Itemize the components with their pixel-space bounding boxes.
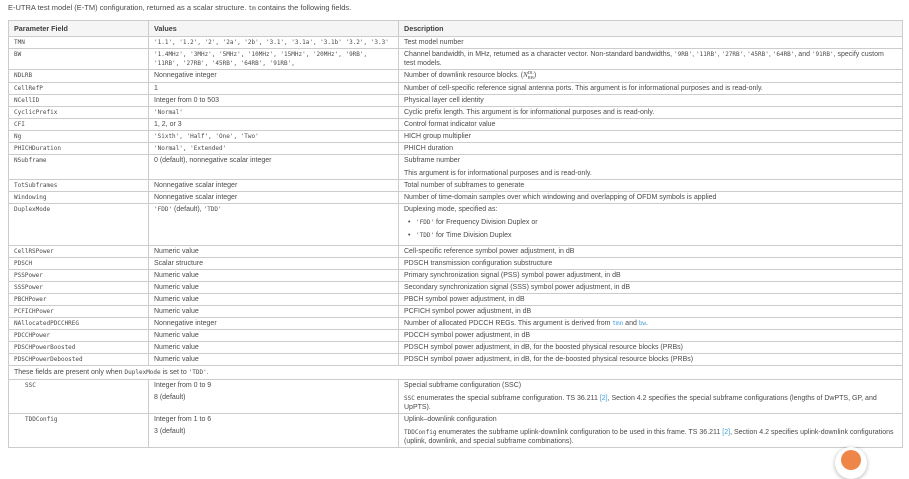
- code-span: '1.4MHz', '3MHz', '5MHz', '10MHz', '15MHz', '20MHz', '9RB', '11RB', '27RB', '45RB', '64RB', '91RB',: [154, 51, 368, 67]
- desc-cell: [399, 293, 903, 305]
- param-name: SSC: [25, 381, 36, 389]
- text-span: Numeric value: [154, 355, 199, 363]
- text-span: Channel bandwidth, in MHz, returned as a character vector. Non-standard bandwidths,: [404, 51, 675, 58]
- text-span: , Section 4.2 specifies the special subframe configurations (lengths of DwPTS, GP, and UpPTS).: [404, 394, 877, 411]
- values-cell: [149, 118, 399, 130]
- param-name: CellRefP: [14, 84, 43, 92]
- text-span: , specify custom test models.: [404, 51, 884, 67]
- param-cell: [9, 269, 149, 281]
- values-cell: [149, 269, 399, 281]
- values-cell: [149, 305, 399, 317]
- value-line: [154, 415, 393, 424]
- desc-cell: [399, 203, 903, 245]
- values-cell: [149, 353, 399, 365]
- param-name: SSSPower: [14, 283, 43, 291]
- text-span: PCFICH symbol power adjustment, in dB: [404, 307, 532, 315]
- param-name: NSubframe: [14, 156, 47, 164]
- param-cell: [9, 106, 149, 118]
- text-span: Nonnegative scalar integer: [154, 181, 238, 189]
- table-row: [9, 130, 903, 142]
- desc-cell: [399, 106, 903, 118]
- section-divider-row: [9, 365, 903, 379]
- desc-paragraph: [404, 38, 897, 47]
- code-span: 'Normal', 'Extended': [154, 144, 227, 152]
- code-span: 'TDD': [188, 368, 207, 376]
- desc-cell: [399, 70, 903, 83]
- desc-paragraph: [404, 169, 897, 178]
- param-cell: [9, 379, 149, 413]
- table-row: [9, 305, 903, 317]
- desc-cell: [399, 82, 903, 94]
- doc-link[interactable]: bw: [638, 319, 647, 327]
- table-row: [9, 154, 903, 179]
- param-name: TotSubframes: [14, 181, 58, 189]
- text-span: Integer from 0 to 9: [154, 381, 212, 389]
- desc-paragraph: [404, 331, 897, 340]
- param-name: PHICHDuration: [14, 144, 61, 152]
- values-cell: [149, 37, 399, 49]
- param-cell: [9, 130, 149, 142]
- code-span: 'TDD': [203, 205, 222, 213]
- desc-paragraph: [404, 144, 897, 153]
- desc-paragraph: [404, 415, 897, 424]
- table-row: [9, 142, 903, 154]
- table-row: [9, 341, 903, 353]
- text-span: PBCH symbol power adjustment, in dB: [404, 295, 525, 303]
- table-row: [9, 82, 903, 94]
- section-divider-text: [9, 365, 903, 379]
- table-header-row: [9, 21, 903, 37]
- doc-link[interactable]: [2]: [599, 394, 608, 402]
- values-cell: [149, 203, 399, 245]
- param-name: NDLRB: [14, 72, 33, 79]
- table-row: [9, 106, 903, 118]
- desc-paragraph: [404, 205, 897, 214]
- text-span: for Time Division Duplex: [434, 231, 512, 239]
- desc-paragraph: [404, 132, 897, 141]
- value-line: [154, 393, 393, 402]
- text-span: (default),: [172, 205, 204, 213]
- param-cell: [9, 353, 149, 365]
- code-span: DuplexMode: [124, 368, 161, 376]
- text-span: .: [646, 319, 648, 327]
- desc-cell: [399, 245, 903, 257]
- param-cell: [9, 49, 149, 70]
- code-span: '27RB': [721, 51, 744, 58]
- text-span: and: [623, 319, 639, 327]
- value-line: [154, 259, 393, 268]
- param-name: CyclicPrefix: [14, 108, 58, 116]
- text-span: 1, 2, or 3: [154, 120, 182, 128]
- desc-paragraph: [404, 50, 897, 68]
- value-line: [154, 343, 393, 352]
- fab-orange-circle-icon: [841, 450, 861, 470]
- values-cell: [149, 70, 399, 83]
- text-span: Numeric value: [154, 295, 199, 303]
- text-span: Subframe number: [404, 156, 461, 164]
- desc-cell: [399, 379, 903, 413]
- text-span: Total number of subframes to generate: [404, 181, 525, 189]
- param-name: TDDConfig: [25, 415, 58, 423]
- desc-cell: [399, 37, 903, 49]
- text-span: Primary synchronization signal (PSS) symbol power adjustment, in dB: [404, 271, 621, 279]
- value-line: [154, 84, 393, 93]
- param-name: BW: [14, 51, 22, 58]
- text-span: PDSCH symbol power adjustment, in dB, for the boosted physical resource blocks (PRBs): [404, 343, 683, 351]
- values-cell: [149, 142, 399, 154]
- param-name: CellRSPower: [14, 247, 54, 255]
- table-row: [9, 191, 903, 203]
- text-span: enumerates the subframe uplink-downlink configuration to be used in this frame. TS 36.211: [436, 428, 723, 436]
- desc-cell: [399, 281, 903, 293]
- text-span: This argument is for informational purposes and is read-only.: [404, 169, 592, 177]
- param-name: Ng: [14, 132, 22, 140]
- param-cell: [9, 37, 149, 49]
- values-cell: [149, 94, 399, 106]
- text-span: , and: [794, 51, 812, 58]
- param-cell: [9, 257, 149, 269]
- text-span: Number of downlink resource blocks. (: [404, 72, 524, 79]
- table-row: [9, 353, 903, 365]
- param-cell: [9, 179, 149, 191]
- param-name: DuplexMode: [14, 205, 51, 213]
- desc-paragraph: [404, 96, 897, 105]
- value-line: [154, 307, 393, 316]
- text-span: Numeric value: [154, 343, 199, 351]
- col-header-values: Values: [149, 21, 399, 37]
- desc-cell: [399, 94, 903, 106]
- values-cell: [149, 281, 399, 293]
- param-cell: [9, 142, 149, 154]
- text-span: .: [206, 368, 209, 376]
- bullet-icon: •: [408, 218, 411, 226]
- table-row: [9, 257, 903, 269]
- param-cell: [9, 317, 149, 329]
- code-span: 'Normal': [154, 108, 183, 116]
- desc-paragraph: [404, 355, 897, 364]
- desc-cell: [399, 353, 903, 365]
- text-span: Nonnegative integer: [154, 319, 217, 327]
- value-line: [154, 50, 393, 68]
- table-row: [9, 269, 903, 281]
- text-span: 0 (default), nonnegative scalar integer: [154, 156, 272, 164]
- fields-table: [8, 20, 903, 448]
- math-notation: N DL RB: [523, 70, 534, 80]
- param-cell: [9, 82, 149, 94]
- text-span: ,: [717, 51, 722, 58]
- param-name: PBCHPower: [14, 295, 47, 303]
- desc-cell: [399, 257, 903, 269]
- code-span: '64RB': [772, 51, 795, 58]
- desc-cell: [399, 329, 903, 341]
- desc-paragraph: [404, 381, 897, 390]
- col-header-description: Description: [399, 21, 903, 37]
- param-cell: [9, 203, 149, 245]
- code-span: '1.1', '1.2', '2', '2a', '2b', '3.1', '3.1a', '3.1b' '3.2', '3.3': [154, 39, 389, 46]
- code-span: '45RB': [747, 51, 769, 58]
- desc-paragraph: [404, 394, 897, 412]
- table-row: [9, 118, 903, 130]
- values-cell: [149, 293, 399, 305]
- value-line: [154, 181, 393, 190]
- table-row: [9, 49, 903, 70]
- value-line: [154, 144, 393, 153]
- param-name: NAllocatedPDCCHREG: [14, 319, 80, 327]
- param-cell: [9, 191, 149, 203]
- value-line: [154, 247, 393, 256]
- code-span: 'FDD': [154, 205, 173, 213]
- desc-paragraph: [404, 295, 897, 304]
- code-span: TDDConfig: [404, 428, 437, 436]
- code-span: 'TDD': [416, 231, 435, 239]
- text-span: Numeric value: [154, 247, 199, 255]
- text-span: , Section 4.2 specifies uplink-downlink configurations (uplink, downlink, and special subframe combinations).: [404, 428, 894, 445]
- values-cell: [149, 413, 399, 447]
- text-span: Test model number: [404, 39, 464, 46]
- text-span: Cyclic prefix length. This argument is for informational purposes and is read-only.: [404, 108, 655, 116]
- text-span: contains the following fields.: [255, 3, 352, 12]
- value-line: [154, 355, 393, 364]
- param-cell: [9, 245, 149, 257]
- value-line: [154, 331, 393, 340]
- col-header-parameter-field: Parameter Field: [9, 21, 149, 37]
- code-span: '91RB': [811, 51, 834, 58]
- desc-cell: [399, 341, 903, 353]
- value-line: [154, 132, 393, 141]
- text-span: for Frequency Division Duplex or: [434, 218, 538, 226]
- text-span: Number of time-domain samples over which windowing and overlapping of OFDM symbols is applied: [404, 193, 717, 201]
- desc-paragraph: [404, 71, 897, 81]
- param-cell: [9, 305, 149, 317]
- text-span: E-UTRA test model (E-TM) configuration, returned as a scalar structure.: [8, 3, 249, 12]
- text-span: Physical layer cell identity: [404, 96, 484, 104]
- text-span: 1: [154, 84, 158, 92]
- param-name: PCFICHPower: [14, 307, 54, 315]
- values-cell: [149, 49, 399, 70]
- desc-paragraph: [404, 84, 897, 93]
- param-cell: [9, 154, 149, 179]
- param-cell: [9, 413, 149, 447]
- text-span: Nonnegative integer: [154, 72, 217, 79]
- desc-paragraph: [404, 193, 897, 202]
- doc-link[interactable]: tmn: [612, 319, 624, 327]
- value-line: [154, 283, 393, 292]
- value-line: [154, 193, 393, 202]
- desc-paragraph: [404, 120, 897, 129]
- desc-cell: [399, 49, 903, 70]
- desc-cell: [399, 118, 903, 130]
- value-line: [154, 156, 393, 165]
- values-cell: [149, 379, 399, 413]
- param-name: CFI: [14, 120, 25, 128]
- value-line: [154, 319, 393, 328]
- value-line: [154, 96, 393, 105]
- table-row: [9, 94, 903, 106]
- text-span: Duplexing mode, specified as:: [404, 205, 498, 213]
- value-line: [154, 295, 393, 304]
- desc-paragraph: [404, 343, 897, 352]
- text-span: HICH group multiplier: [404, 132, 471, 140]
- param-cell: [9, 341, 149, 353]
- value-line: [154, 108, 393, 117]
- param-name: NCellID: [14, 96, 40, 104]
- doc-page: [0, 3, 909, 448]
- desc-paragraph: [404, 156, 897, 165]
- text-span: is set to: [160, 368, 189, 376]
- text-span: Cell-specific reference symbol power adjustment, in dB: [404, 247, 575, 255]
- desc-paragraph: [404, 181, 897, 190]
- desc-paragraph: [404, 259, 897, 268]
- text-span: Number of allocated PDCCH REGs. This argument is derived from: [404, 319, 613, 327]
- value-line: [154, 427, 393, 436]
- values-cell: [149, 154, 399, 179]
- text-span: Nonnegative scalar integer: [154, 193, 238, 201]
- bullet-icon: •: [408, 231, 411, 239]
- text-span: Uplink–downlink configuration: [404, 415, 497, 423]
- desc-cell: [399, 191, 903, 203]
- param-name: PDSCHPowerDeboosted: [14, 355, 83, 363]
- param-cell: [9, 94, 149, 106]
- table-row: [9, 293, 903, 305]
- text-span: PDCCH symbol power adjustment, in dB: [404, 331, 531, 339]
- code-span: '9RB': [674, 51, 693, 58]
- values-cell: [149, 106, 399, 118]
- intro-text: [8, 3, 909, 14]
- code-span: '11RB': [696, 51, 718, 58]
- value-line: [154, 38, 393, 47]
- text-span: ): [533, 72, 537, 79]
- value-line: [154, 381, 393, 390]
- desc-cell: [399, 179, 903, 191]
- param-name: PDSCHPowerBoosted: [14, 343, 76, 351]
- value-line: [154, 71, 393, 80]
- values-cell: [149, 317, 399, 329]
- values-cell: [149, 130, 399, 142]
- values-cell: [149, 82, 399, 94]
- desc-paragraph: [404, 428, 897, 446]
- code-span: tm: [248, 5, 256, 12]
- param-cell: [9, 329, 149, 341]
- text-span: Number of cell-specific reference signal antenna ports. This argument is for informational purposes and is read-only.: [404, 84, 763, 92]
- desc-cell: [399, 130, 903, 142]
- param-name: Windowing: [14, 193, 47, 201]
- param-cell: [9, 281, 149, 293]
- table-row: [9, 329, 903, 341]
- values-cell: [149, 179, 399, 191]
- text-span: ,: [692, 51, 696, 58]
- desc-cell: [399, 413, 903, 447]
- table-row: [9, 179, 903, 191]
- desc-cell: [399, 154, 903, 179]
- desc-paragraph: [404, 283, 897, 292]
- desc-cell: [399, 317, 903, 329]
- doc-link[interactable]: [2]: [722, 428, 731, 436]
- table-row: [9, 317, 903, 329]
- table-row: [9, 70, 903, 83]
- table-row: [9, 413, 903, 447]
- value-line: [154, 205, 393, 214]
- desc-paragraph: [404, 108, 897, 117]
- text-span: Integer from 0 to 503: [154, 96, 219, 104]
- param-name: PDSCH: [14, 259, 33, 267]
- values-cell: [149, 329, 399, 341]
- desc-paragraph: [404, 247, 897, 256]
- param-name: PSSPower: [14, 271, 43, 279]
- desc-paragraph: [404, 271, 897, 280]
- desc-cell: [399, 142, 903, 154]
- values-cell: [149, 257, 399, 269]
- text-span: ,: [768, 51, 773, 58]
- text-span: Secondary synchronization signal (SSS) symbol power adjustment, in dB: [404, 283, 631, 291]
- bullet-text: [416, 218, 538, 227]
- table-row: [9, 37, 903, 49]
- table-row: [9, 245, 903, 257]
- code-span: 'Sixth', 'Half', 'One', 'Two': [154, 132, 259, 140]
- text-span: ,: [743, 51, 748, 58]
- values-cell: [149, 191, 399, 203]
- table-row: [9, 379, 903, 413]
- text-span: enumerates the special subframe configuration. TS 36.211: [414, 394, 600, 402]
- text-span: 8 (default): [154, 393, 186, 401]
- text-span: Numeric value: [154, 331, 199, 339]
- param-name: TMN: [14, 39, 25, 46]
- param-cell: [9, 70, 149, 83]
- text-span: PHICH duration: [404, 144, 454, 152]
- table-row: [9, 203, 903, 245]
- desc-paragraph: [404, 307, 897, 316]
- text-span: Scalar structure: [154, 259, 204, 267]
- desc-cell: [399, 305, 903, 317]
- code-span: 'FDD': [416, 218, 435, 226]
- values-cell: [149, 245, 399, 257]
- text-span: Numeric value: [154, 271, 199, 279]
- param-cell: [9, 293, 149, 305]
- value-line: [154, 271, 393, 280]
- desc-bullet: [404, 231, 897, 240]
- bullet-text: [416, 231, 511, 240]
- text-span: Numeric value: [154, 283, 199, 291]
- text-span: Special subframe configuration (SSC): [404, 381, 522, 389]
- text-span: PDSCH symbol power adjustment, in dB, for the de-boosted physical resource blocks (PRBs): [404, 355, 694, 363]
- param-cell: [9, 118, 149, 130]
- desc-paragraph: [404, 319, 897, 328]
- param-name: PDCCHPower: [14, 331, 51, 339]
- table-row: [9, 281, 903, 293]
- text-span: Numeric value: [154, 307, 199, 315]
- text-span: Integer from 1 to 6: [154, 415, 212, 423]
- value-line: [154, 120, 393, 129]
- desc-bullet: [404, 218, 897, 227]
- floating-action-button[interactable]: [835, 447, 867, 479]
- desc-cell: [399, 269, 903, 281]
- text-span: Control format indicator value: [404, 120, 496, 128]
- text-span: These fields are present only when: [14, 368, 125, 376]
- text-span: 3 (default): [154, 427, 186, 435]
- code-span: SSC: [404, 394, 415, 402]
- text-span: PDSCH transmission configuration substructure: [404, 259, 553, 267]
- values-cell: [149, 341, 399, 353]
